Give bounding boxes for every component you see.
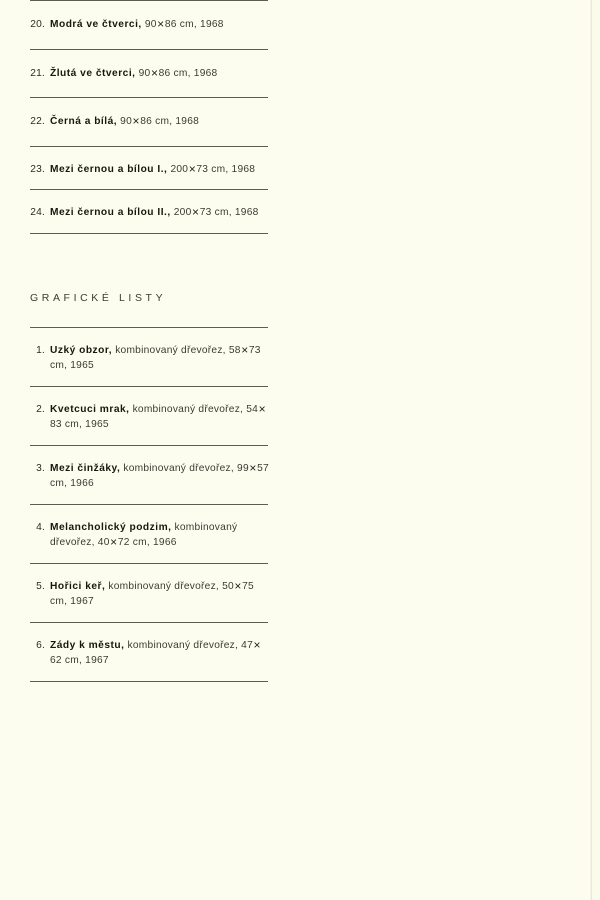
entry-details-after: 72 cm, 1966 bbox=[117, 537, 177, 548]
entry-details-after: 86 cm, 1968 bbox=[140, 116, 200, 127]
catalogue-entry bbox=[30, 387, 270, 445]
entry-details-before: kombinovaný dřevořez, 54 bbox=[129, 403, 259, 415]
entry-text: Mezi činžáky, kombinovaný dřevořez, 99×57 cm, 1966 bbox=[50, 460, 269, 489]
catalogue-content bbox=[30, 0, 270, 682]
entry-details-after: 75 cm, 1967 bbox=[50, 580, 254, 607]
entry-divider bbox=[30, 504, 268, 505]
entry-details-after: 57 cm, 1966 bbox=[50, 462, 269, 489]
entry-title: Mezi černou a bílou I., bbox=[50, 163, 168, 175]
entry-details-before: kombinovaný dřevořez, 58 bbox=[112, 344, 241, 356]
entry-text: Hořici keř, kombinovaný dřevořez, 50×75 cm, 1967 bbox=[50, 578, 254, 607]
entry-title: Černá a bílá, bbox=[50, 116, 118, 127]
entry-number: 5. bbox=[36, 580, 45, 592]
catalogue-entry bbox=[30, 505, 270, 563]
entry-details-before: kombinovaný dřevořez, 40 bbox=[50, 521, 238, 548]
entry-title: Uzký obzor, bbox=[50, 344, 113, 356]
entry-text: Uzký obzor, kombinovaný dřevořez, 58×73 cm, 1965 bbox=[50, 342, 261, 371]
entry-title: Kvetcuci mrak, bbox=[50, 403, 130, 415]
section-heading: GRAFICKÉ LISTY bbox=[30, 291, 167, 304]
entry-details-before: 200 bbox=[170, 207, 192, 218]
entry-text: Kvetcuci mrak, kombinovaný dřevořez, 54×83 cm, 1965 bbox=[50, 401, 266, 430]
entry-details-after: 73 cm, 1965 bbox=[50, 344, 261, 371]
entry-details-before: kombinovaný dřevořez, 47 bbox=[124, 639, 254, 651]
entry-divider bbox=[30, 622, 268, 623]
entry-details-after: 86 cm, 1968 bbox=[158, 67, 218, 79]
entry-details-after: 62 cm, 1967 bbox=[50, 655, 109, 666]
catalogue-entry bbox=[30, 328, 270, 386]
entry-divider bbox=[30, 49, 268, 50]
entry-details-before: kombinovaný dřevořez, 50 bbox=[105, 580, 234, 592]
page-edge-outer bbox=[592, 0, 600, 900]
entry-details-after: 86 cm, 1968 bbox=[164, 19, 224, 30]
entry-divider bbox=[30, 189, 268, 190]
entry-divider bbox=[30, 327, 268, 328]
catalogue-entry bbox=[30, 190, 270, 233]
entry-title: Mezi černou a bílou II., bbox=[50, 207, 171, 218]
entry-divider bbox=[30, 146, 268, 147]
entry-title: Mezi činžáky, bbox=[50, 462, 121, 474]
entry-text: Melancholický podzim, kombinovaný dřevořez, 40×72 cm, 1966 bbox=[50, 521, 238, 549]
entry-divider bbox=[30, 233, 268, 234]
catalogue-entry bbox=[30, 98, 270, 146]
entry-text: Mezi černou a bílou I., 200×73 cm, 1968 bbox=[50, 161, 256, 176]
entry-number: 6. bbox=[36, 639, 45, 651]
catalogue-entry bbox=[30, 1, 270, 49]
catalogue-entry bbox=[30, 446, 270, 504]
entry-title: Hořici keř, bbox=[50, 580, 106, 592]
entry-number: 4. bbox=[36, 521, 45, 533]
catalogue-entry bbox=[30, 147, 270, 190]
entry-divider bbox=[30, 0, 268, 1]
entry-details-before: 90 bbox=[135, 67, 151, 79]
entry-details-before: 200 bbox=[167, 163, 189, 175]
entry-details-after: 83 cm, 1965 bbox=[50, 419, 109, 430]
entry-divider bbox=[30, 445, 268, 446]
entry-divider bbox=[30, 563, 268, 564]
catalogue-entry bbox=[30, 623, 270, 681]
entry-divider bbox=[30, 97, 268, 98]
entry-title: Modrá ve čtverci, bbox=[50, 19, 142, 30]
entry-text: Mezi černou a bílou II., 200×73 cm, 1968 bbox=[50, 205, 259, 219]
entry-text: Žlutá ve čtverci, 90×86 cm, 1968 bbox=[50, 65, 218, 80]
entry-divider bbox=[30, 386, 268, 387]
entry-details-after: 73 cm, 1968 bbox=[196, 163, 256, 175]
entry-number: 23. bbox=[30, 163, 45, 175]
entry-number: 21. bbox=[30, 67, 45, 79]
page-edge-shadow bbox=[590, 0, 592, 900]
entry-number: 20. bbox=[30, 19, 45, 30]
entry-number: 2. bbox=[36, 403, 45, 415]
entry-details-after: 73 cm, 1968 bbox=[199, 207, 259, 218]
entry-number: 3. bbox=[36, 462, 45, 474]
entry-details-before: kombinovaný dřevořez, 99 bbox=[120, 462, 249, 474]
catalogue-entry bbox=[30, 50, 270, 98]
section-paintings bbox=[30, 0, 270, 234]
entry-text: Černá a bílá, 90×86 cm, 1968 bbox=[50, 114, 200, 128]
entry-title: Žlutá ve čtverci, bbox=[50, 67, 136, 79]
entry-details-before: 90 bbox=[141, 19, 157, 30]
entry-number: 24. bbox=[30, 207, 45, 218]
entry-divider bbox=[30, 681, 268, 682]
entry-number: 22. bbox=[30, 116, 45, 127]
entry-number: 1. bbox=[36, 344, 45, 356]
entry-title: Melancholický podzim, bbox=[50, 521, 172, 533]
catalogue-entry bbox=[30, 564, 270, 622]
section-prints bbox=[30, 234, 270, 682]
entry-details-before: 90 bbox=[117, 116, 133, 127]
entry-text: Zády k městu, kombinovaný dřevořez, 47×62 cm, 1967 bbox=[50, 637, 261, 666]
entry-text: Modrá ve čtverci, 90×86 cm, 1968 bbox=[50, 17, 224, 31]
entry-title: Zády k městu, bbox=[50, 639, 125, 651]
